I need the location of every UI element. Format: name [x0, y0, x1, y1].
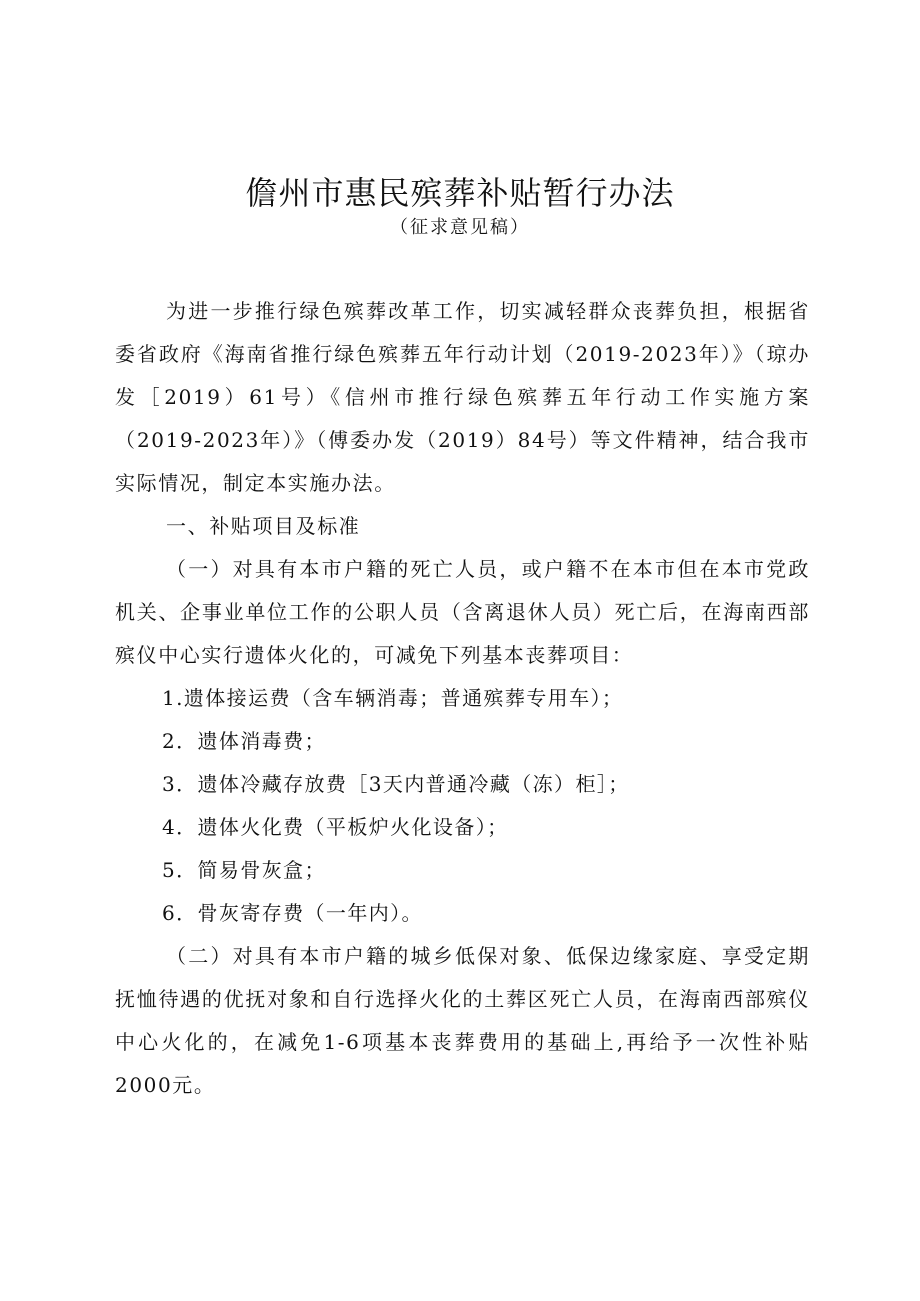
section-heading: 一、补贴项目及标准	[166, 514, 361, 538]
list-item: 2．遗体消毒费；	[162, 729, 326, 753]
list-item: 5．简易骨灰盒；	[162, 858, 326, 882]
clause-1-paragraph: （一）对具有本市户籍的死亡人员，或户籍不在本市但在本市党政机关、企事业单位工作的公职人员（含离退休人员）死亡后，在海南西部殡仪中心实行遗体火化的，可减免下列基本丧葬项目：	[115, 557, 810, 667]
list-item: 3．遗体冷藏存放费［3天内普通冷藏（冻）柜］；	[162, 772, 630, 796]
list-item: 4．遗体火化费（平板炉火化设备）；	[162, 815, 509, 839]
intro-paragraph: 为进一步推行绿色殡葬改革工作，切实减轻群众丧葬负担，根据省委省政府《海南省推行绿色殡葬五年行动计划（2019-2023年）》（琼办发［2019）61号）《信州市推行绿色殡葬五年行动工作实施方案（2019-2023年）》（傅委办发（2019）84号）等文件精神，结合我市实际情况，制定本实施办法。	[115, 299, 810, 495]
document-subtitle: （征求意见稿）	[390, 217, 530, 238]
list-item: 6．骨灰寄存费（一年内）。	[162, 901, 423, 925]
document-title: 儋州市惠民殡葬补贴暂行办法	[245, 174, 675, 212]
clause-2-paragraph: （二）对具有本市户籍的城乡低保对象、低保边缘家庭、享受定期抚恤待遇的优抚对象和自行选择火化的土葬区死亡人员，在海南西部殡仪中心火化的，在减免1-6项基本丧葬费用的基础上,再给予一次性补贴2000元。	[115, 944, 810, 1097]
document-body	[115, 290, 810, 1107]
list-item: 1.遗体接运费（含车辆消毒；普通殡葬专用车）；	[162, 686, 624, 710]
